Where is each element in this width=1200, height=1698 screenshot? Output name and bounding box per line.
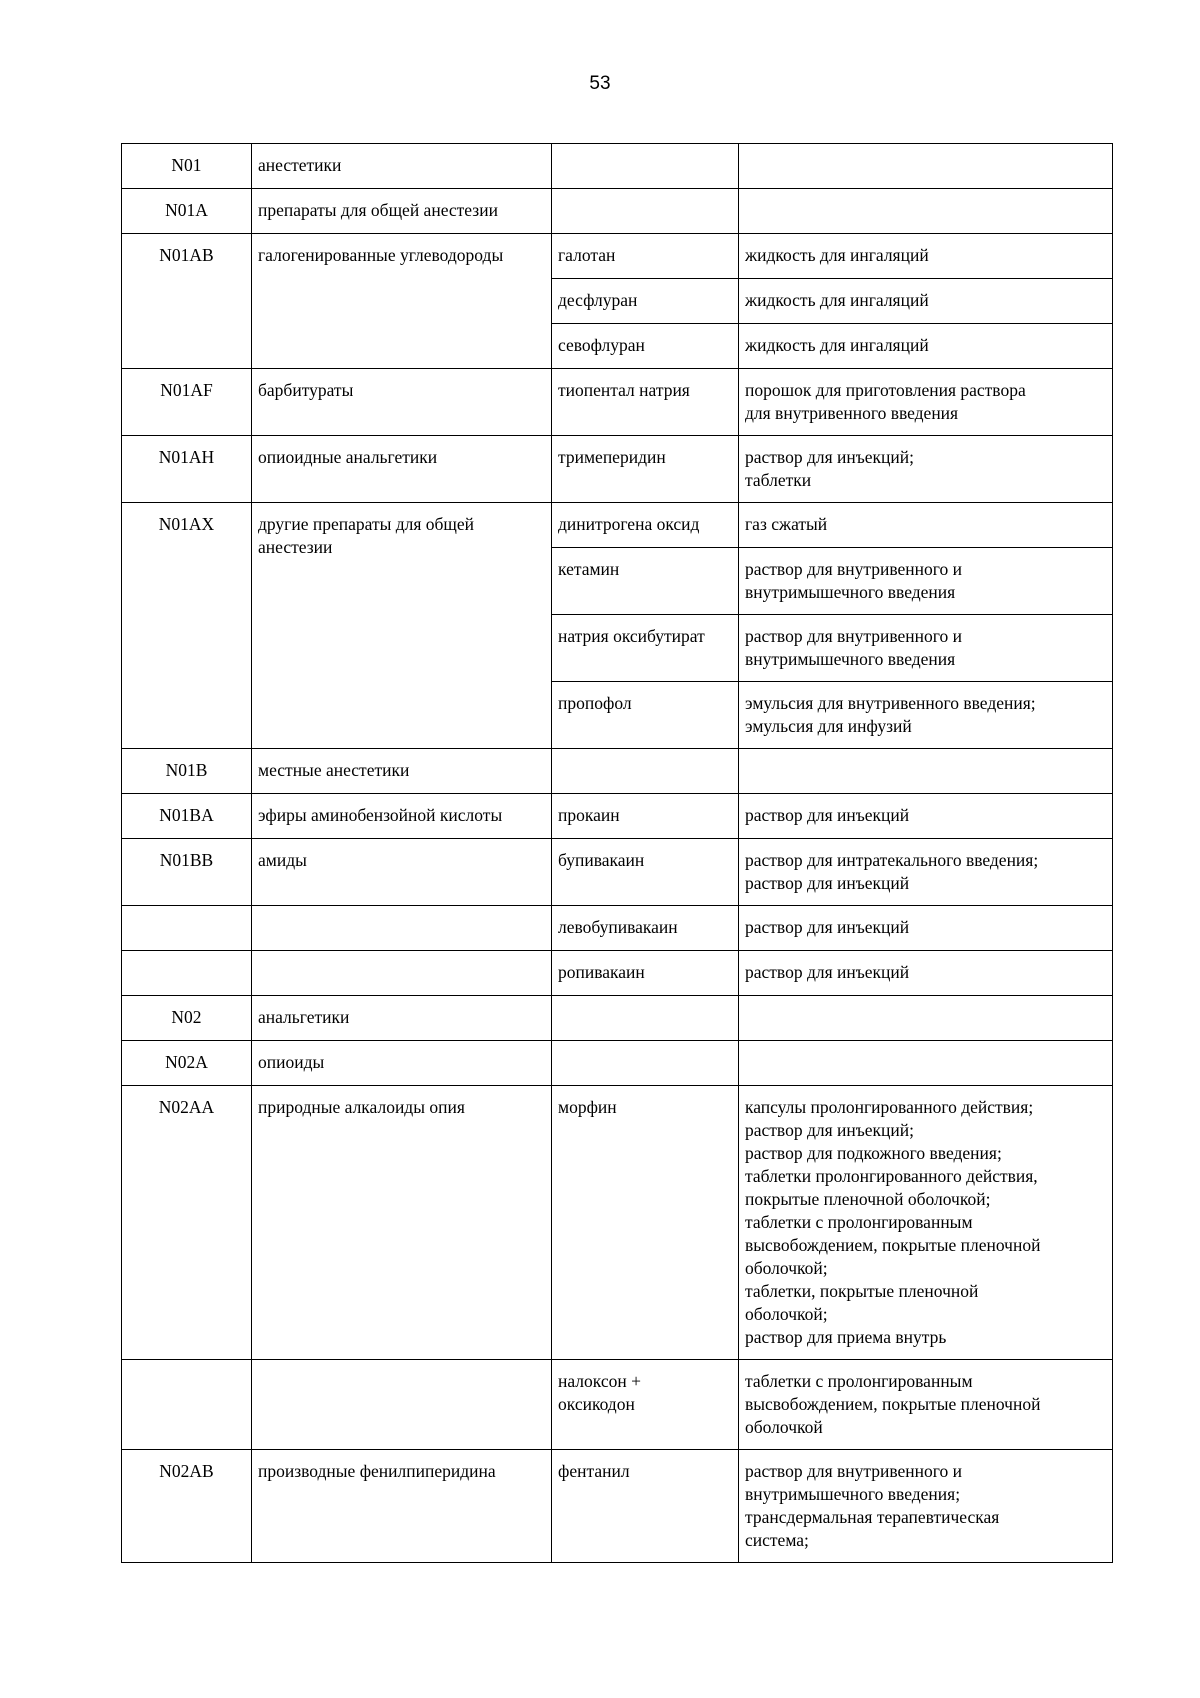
group-name-cell: эфиры аминобензойной кислоты	[252, 794, 552, 839]
atc-code-cell: N01	[122, 144, 252, 189]
table-row	[122, 951, 1113, 996]
table-row	[122, 189, 1113, 234]
atc-code-cell: N01AH	[122, 436, 252, 503]
atc-code-cell: N01AF	[122, 369, 252, 436]
table-row	[122, 369, 1113, 436]
drug-name-cell	[552, 189, 739, 234]
atc-code-cell	[122, 1360, 252, 1450]
drug-name-cell: десфлуран	[552, 279, 739, 324]
drug-name-cell	[552, 749, 739, 794]
table-row	[122, 1450, 1113, 1563]
atc-code-cell: N02AB	[122, 1450, 252, 1563]
table-row	[122, 749, 1113, 794]
drug-name-cell: севофлуран	[552, 324, 739, 369]
drug-name-cell: фентанил	[552, 1450, 739, 1563]
table-row	[122, 794, 1113, 839]
dosage-forms-cell: жидкость для ингаляций	[739, 234, 1113, 279]
group-name-cell: барбитураты	[252, 369, 552, 436]
drug-name-cell: динитрогена оксид	[552, 503, 739, 548]
dosage-forms-cell	[739, 144, 1113, 189]
group-name-cell: галогенированные углеводороды	[252, 234, 552, 369]
group-name-cell	[252, 1360, 552, 1450]
group-name-cell: опиоидные анальгетики	[252, 436, 552, 503]
dosage-forms-cell	[739, 749, 1113, 794]
group-name-cell: природные алкалоиды опия	[252, 1086, 552, 1360]
dosage-forms-cell: жидкость для ингаляций	[739, 324, 1113, 369]
table-row	[122, 1041, 1113, 1086]
group-name-cell: производные фенилпиперидина	[252, 1450, 552, 1563]
table-row	[122, 996, 1113, 1041]
drug-name-cell: пропофол	[552, 682, 739, 749]
atc-code-cell: N02AA	[122, 1086, 252, 1360]
dosage-forms-cell	[739, 1041, 1113, 1086]
dosage-forms-cell: раствор для инъекций; таблетки	[739, 436, 1113, 503]
atc-code-cell: N01A	[122, 189, 252, 234]
atc-code-cell: N01AB	[122, 234, 252, 369]
table-row	[122, 1086, 1113, 1360]
dosage-forms-cell: раствор для инъекций	[739, 951, 1113, 996]
dosage-forms-cell: порошок для приготовления раствора для внутривенного введения	[739, 369, 1113, 436]
dosage-forms-cell: раствор для внутривенного и внутримышечного введения; трансдермальная терапевтическая система;	[739, 1450, 1113, 1563]
drug-name-cell	[552, 144, 739, 189]
atc-code-cell: N02	[122, 996, 252, 1041]
group-name-cell	[252, 906, 552, 951]
drug-name-cell: тримеперидин	[552, 436, 739, 503]
dosage-forms-cell: раствор для внутривенного и внутримышечного введения	[739, 548, 1113, 615]
dosage-forms-cell: жидкость для ингаляций	[739, 279, 1113, 324]
table-row	[122, 234, 1113, 279]
drug-name-cell: бупивакаин	[552, 839, 739, 906]
atc-code-cell	[122, 906, 252, 951]
dosage-forms-cell: газ сжатый	[739, 503, 1113, 548]
drug-classification-table	[121, 143, 1113, 1563]
group-name-cell: опиоиды	[252, 1041, 552, 1086]
table-row	[122, 503, 1113, 548]
dosage-forms-cell	[739, 996, 1113, 1041]
drug-name-cell: тиопентал натрия	[552, 369, 739, 436]
group-name-cell: амиды	[252, 839, 552, 906]
drug-name-cell: ропивакаин	[552, 951, 739, 996]
drug-name-cell: натрия оксибутират	[552, 615, 739, 682]
drug-name-cell: прокаин	[552, 794, 739, 839]
table-row	[122, 1360, 1113, 1450]
group-name-cell: анальгетики	[252, 996, 552, 1041]
dosage-forms-cell: таблетки с пролонгированным высвобождением, покрытые пленочной оболочкой	[739, 1360, 1113, 1450]
page-number: 53	[589, 73, 611, 94]
drug-name-cell: морфин	[552, 1086, 739, 1360]
table-row	[122, 144, 1113, 189]
atc-code-cell: N01BB	[122, 839, 252, 906]
atc-code-cell: N02A	[122, 1041, 252, 1086]
dosage-forms-cell: раствор для внутривенного и внутримышечного введения	[739, 615, 1113, 682]
table-row	[122, 906, 1113, 951]
atc-code-cell	[122, 951, 252, 996]
drug-name-cell: левобупивакаин	[552, 906, 739, 951]
group-name-cell: анестетики	[252, 144, 552, 189]
atc-code-cell: N01BA	[122, 794, 252, 839]
atc-code-cell: N01AX	[122, 503, 252, 749]
table-row	[122, 436, 1113, 503]
group-name-cell	[252, 951, 552, 996]
group-name-cell: препараты для общей анестезии	[252, 189, 552, 234]
dosage-forms-cell: капсулы пролонгированного действия; раствор для инъекций; раствор для подкожного введения; таблетки пролонгированного действия, покрытые пленочной оболочкой; таблетки с пролонгированным высвобождением, покрытые пленочной оболочкой; таблетки, покрытые пленочной оболочкой; раствор для приема внутрь	[739, 1086, 1113, 1360]
drug-name-cell	[552, 996, 739, 1041]
atc-code-cell: N01B	[122, 749, 252, 794]
group-name-cell: другие препараты для общей анестезии	[252, 503, 552, 749]
dosage-forms-cell: эмульсия для внутривенного введения; эмульсия для инфузий	[739, 682, 1113, 749]
drug-name-cell: налоксон + оксикодон	[552, 1360, 739, 1450]
dosage-forms-cell: раствор для инъекций	[739, 794, 1113, 839]
table-row	[122, 839, 1113, 906]
group-name-cell: местные анестетики	[252, 749, 552, 794]
dosage-forms-cell	[739, 189, 1113, 234]
dosage-forms-cell: раствор для инъекций	[739, 906, 1113, 951]
drug-name-cell: галотан	[552, 234, 739, 279]
dosage-forms-cell: раствор для интратекального введения; раствор для инъекций	[739, 839, 1113, 906]
drug-name-cell: кетамин	[552, 548, 739, 615]
drug-name-cell	[552, 1041, 739, 1086]
